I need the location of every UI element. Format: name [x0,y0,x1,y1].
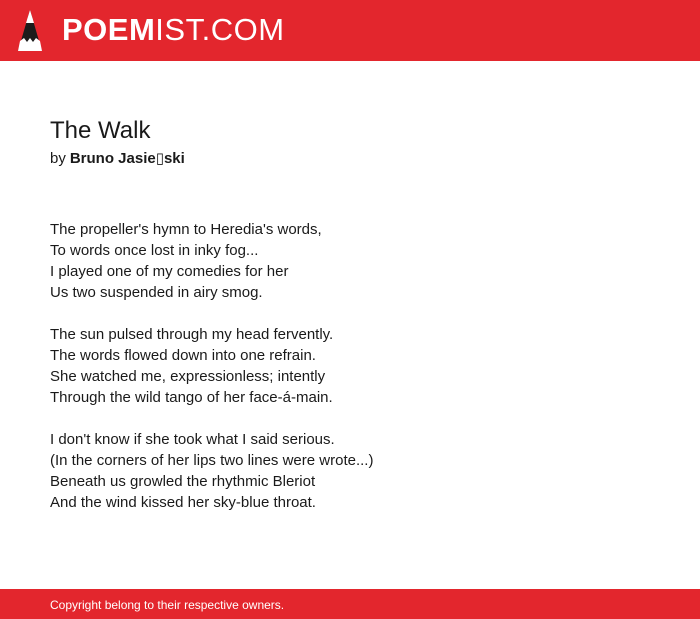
site-logo-link[interactable] [62,10,285,50]
brand-name-bold: POEM [62,12,156,47]
byline-prefix: by [50,150,66,167]
poem-line: The words flowed down into one refrain. [50,347,316,364]
stanza [50,324,650,408]
poem-line: And the wind kissed her sky-blue throat. [50,494,316,511]
poem-line: The sun pulsed through my head fervently. [50,326,334,343]
poem-line: The propeller's hymn to Heredia's words, [50,221,322,238]
stanza [50,429,650,513]
brand-name-light: IST.COM [155,12,285,47]
poem-title: The Walk [50,117,151,144]
author-name[interactable]: Bruno Jasie▯ski [69,150,185,167]
pencil-icon[interactable] [18,10,42,51]
site-footer [0,589,700,619]
poem-line: She watched me, expressionless; intently [50,368,326,385]
poem-line: Through the wild tango of her face-á-main. [50,389,333,406]
poem-byline [50,149,185,169]
site-header [0,0,700,61]
poem-line: I don't know if she took what I said serious. [50,431,335,448]
poem-line: To words once lost in inky fog... [50,242,259,259]
copyright-notice: Copyright belong to their respective owners. [50,598,285,612]
poem-line: Beneath us growled the rhythmic Bleriot [50,473,316,490]
poem-body [50,219,650,534]
stanza [50,219,650,303]
poem-line: Us two suspended in airy smog. [50,284,263,301]
poem-line: (In the corners of her lips two lines were wrote...) [50,452,374,469]
poem-line: I played one of my comedies for her [50,263,289,280]
